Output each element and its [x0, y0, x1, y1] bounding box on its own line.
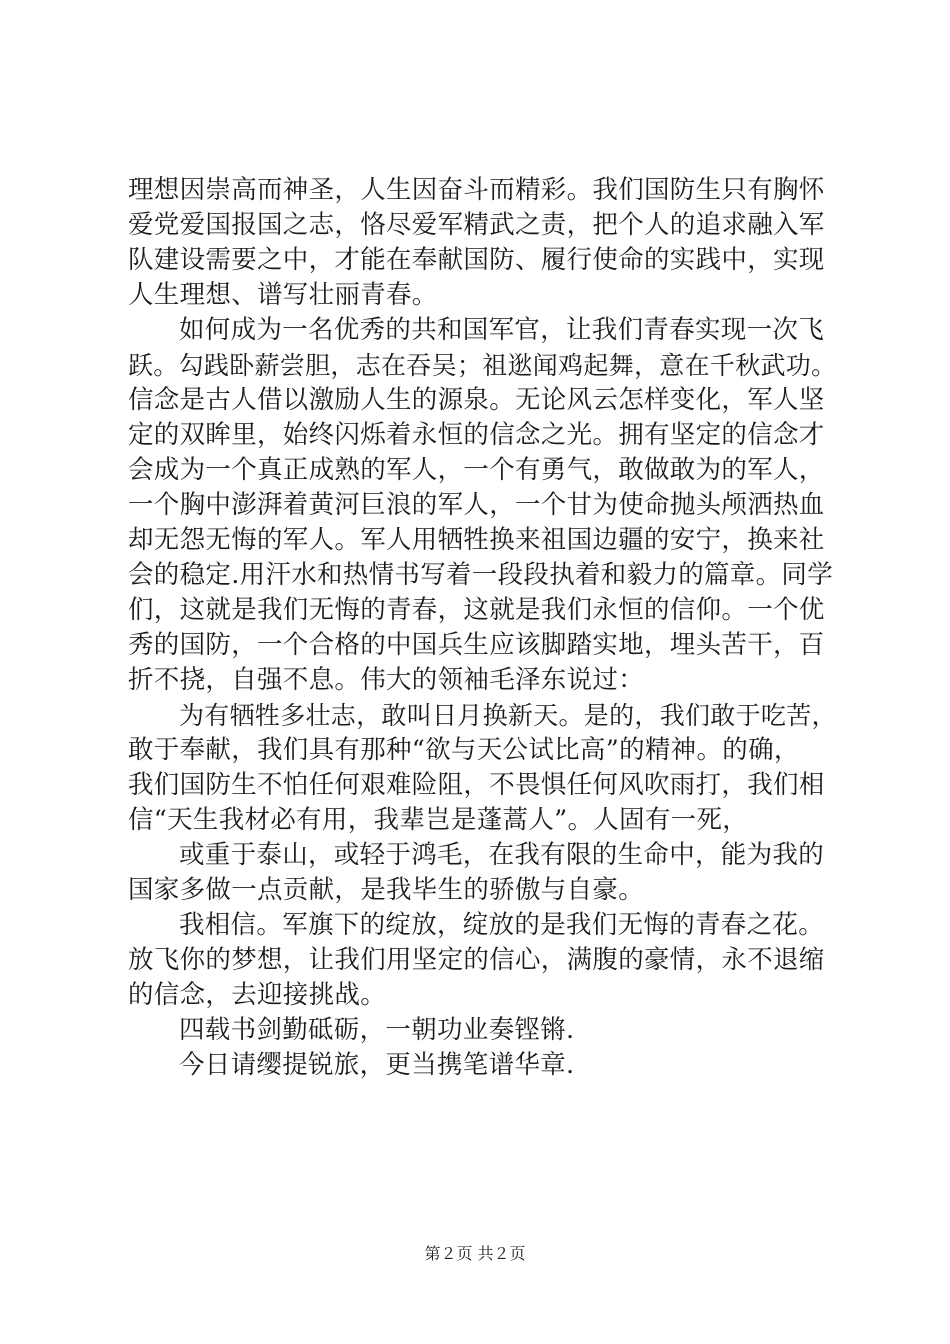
text-line: 的信念，去迎接挑战。	[128, 980, 387, 1010]
text-line: 跃。勾践卧薪尝胆，志在吞吴；祖逖闻鸡起舞，意在千秋武功。	[128, 351, 837, 380]
text-line: 国家多做一点贡献，是我毕生的骄傲与自豪。	[128, 875, 645, 905]
text-line: 队建设需要之中，才能在奉献国防、履行使命的实践中，实现	[128, 245, 825, 275]
text-line: 爱党爱国报国之志，恪尽爱军精武之责，把个人的追求融入军	[128, 210, 825, 240]
text-line: 折不挠，自强不息。伟大的领袖毛泽东说过：	[128, 665, 645, 695]
text-line: 今日请缨提锐旅，更当携笔谱华章.	[179, 1050, 575, 1080]
page-footer: 第２页 共２页	[424, 1244, 526, 1263]
text-line: 定的双眸里，始终闪烁着永恒的信念之光。拥有坚定的信念才	[128, 420, 825, 450]
document-body	[128, 173, 840, 1083]
text-line: 人生理想、谱写壮丽青春。	[128, 280, 438, 310]
text-line: 四载书剑勤砥砺，一朝功业奏铿锵.	[179, 1015, 575, 1045]
text-line: 为有牺牲多壮志，敢叫日月换新天。是的，我们敢于吃苦，	[179, 701, 837, 730]
text-line: 理想因崇高而神圣，人生因奋斗而精彩。我们国防生只有胸怀	[128, 175, 825, 205]
text-line: 敢于奉献，我们具有那种“欲与天公试比高”的精神。的确，	[128, 735, 800, 765]
text-line: 一个胸中澎湃着黄河巨浪的军人，一个甘为使命抛头颅洒热血	[128, 490, 825, 520]
text-line: 却无怨无悔的军人。军人用牺牲换来祖国边疆的安宁，换来社	[128, 525, 825, 555]
text-line: 秀的国防，一个合格的中国兵生应该脚踏实地，埋头苦干，百	[128, 630, 825, 660]
text-line: 我相信。军旗下的绽放，绽放的是我们无悔的青春之花。	[179, 910, 825, 940]
text-line: 会的稳定.用汗水和热情书写着一段段执着和毅力的篇章。同学	[128, 560, 834, 590]
text-line: 放飞你的梦想，让我们用坚定的信心，满腹的豪情，永不退缩	[128, 945, 825, 975]
text-line: 信“天生我材必有用，我辈岂是蓬蒿人”。人固有一死，	[128, 805, 749, 835]
text-line: 们，这就是我们无悔的青春，这就是我们永恒的信仰。一个优	[128, 595, 825, 625]
text-line: 信念是古人借以激励人生的源泉。无论风云怎样变化，军人坚	[128, 385, 825, 415]
text-line: 如何成为一名优秀的共和国军官，让我们青春实现一次飞	[179, 315, 825, 345]
text-line: 会成为一个真正成熟的军人，一个有勇气，敢做敢为的军人，	[128, 455, 825, 485]
text-line: 我们国防生不怕任何艰难险阻，不畏惧任何风吹雨打，我们相	[128, 770, 825, 800]
text-line: 或重于泰山，或轻于鸿毛，在我有限的生命中，能为我的	[179, 840, 825, 870]
